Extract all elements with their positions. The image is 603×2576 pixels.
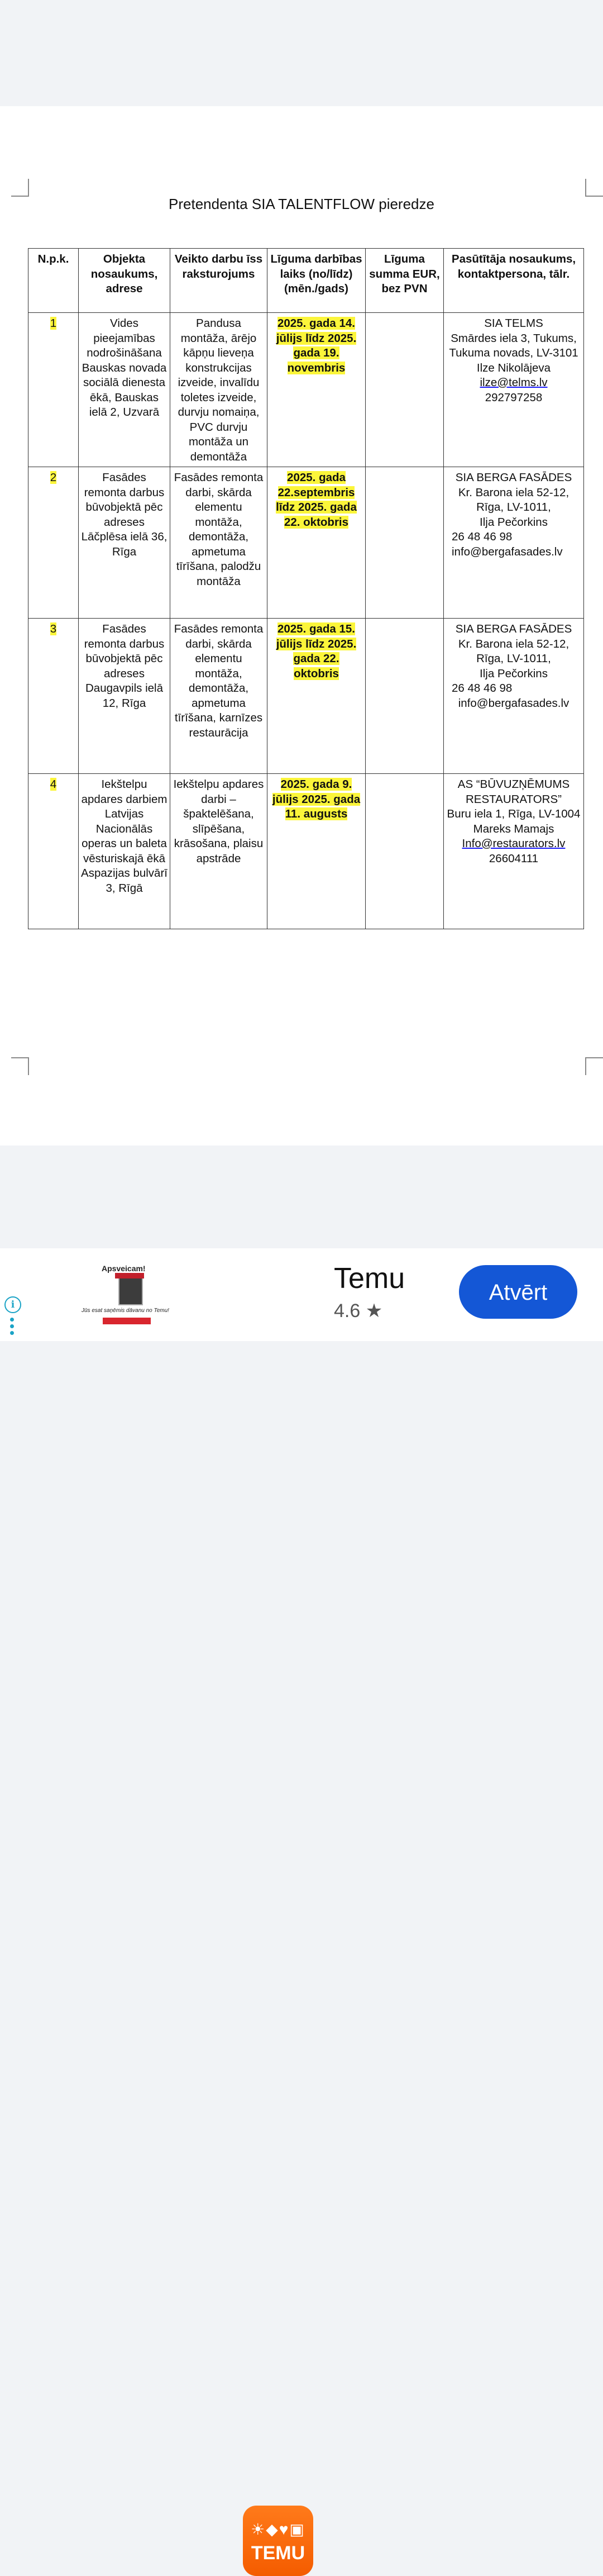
- row-num-cell: [28, 313, 79, 467]
- row-period-cell: [267, 467, 366, 619]
- ad-info-icon[interactable]: i: [4, 1296, 21, 1313]
- table-header-row: [28, 249, 584, 313]
- ad-thumb-caption: Jūs esat saņēmis dāvanu no Temu!: [82, 1308, 169, 1314]
- client-phone: 26604111: [489, 852, 539, 865]
- rating-value: 4.6: [334, 1300, 361, 1322]
- crop-mark-top-left: [11, 179, 29, 197]
- client-name: SIA TELMS: [484, 317, 543, 330]
- client-contact: Ilze Nikolājeva: [476, 361, 551, 374]
- row-period: 2025. gada 9. jūlijs 2025. gada 11. augusts: [272, 778, 361, 820]
- row-client: [444, 774, 584, 929]
- row-client: [444, 619, 584, 774]
- row-sum: [366, 467, 444, 619]
- client-name: AS “BŪVUZŅĒMUMS RESTAURATORS”: [457, 778, 570, 806]
- row-client: [444, 467, 584, 619]
- shopping-icons: ☀◆♥▣: [251, 2521, 305, 2538]
- ad-app-name: Temu: [334, 1262, 405, 1295]
- row-client: [444, 313, 584, 467]
- row-sum: [366, 619, 444, 774]
- row-num-cell: [28, 619, 79, 774]
- client-name: SIA BERGA FASĀDES: [455, 622, 572, 635]
- header-client: Pasūtītāja nosaukums, kontaktpersona, tālr.: [444, 249, 584, 313]
- header-num: N.p.k.: [28, 249, 79, 313]
- row-sum: [366, 313, 444, 467]
- table-row: [28, 774, 584, 929]
- star-icon: ★: [365, 1300, 383, 1322]
- table-row: [28, 467, 584, 619]
- client-address: Smārdes iela 3, Tukums, Tukuma novads, LV-3101: [449, 331, 578, 359]
- row-period: 2025. gada 15. jūlijs līdz 2025. gada 22. oktobris: [276, 622, 357, 680]
- ad-rating: [334, 1300, 382, 1322]
- row-works: Iekštelpu apdares darbi – špaktelēšana, slīpēšana, krāsošana, plaisu apstrāde: [170, 774, 267, 929]
- row-object: Fasādes remonta darbus būvobjektā pēc adreses Daugavpils ielā 12, Rīga: [79, 619, 170, 774]
- row-object: Vides pieejamības nodrošināšana Bauskas novada sociālā dienesta ēkā, Bauskas ielā 2, Uzvarā: [79, 313, 170, 467]
- client-contact: Ilja Pečorkins: [480, 667, 548, 680]
- client-phone: 292797258: [485, 391, 543, 404]
- ad-thumb-button: [103, 1318, 151, 1324]
- client-phone: 26 48 46 98: [452, 682, 513, 695]
- row-period: 2025. gada 22.septembris līdz 2025. gada 22. oktobris: [276, 471, 357, 529]
- row-num: 1: [50, 317, 57, 330]
- document-title: Pretendenta SIA TALENTFLOW pieredze: [169, 196, 434, 212]
- client-contact: Mareks Mamajs: [473, 822, 554, 835]
- row-num: 3: [50, 622, 57, 635]
- ad-options-icon[interactable]: [10, 1318, 15, 1338]
- ad-thumbnail[interactable]: [78, 1261, 179, 1333]
- client-address: Buru iela 1, Rīga, LV-1004: [447, 807, 581, 820]
- row-sum: [366, 774, 444, 929]
- header-sum: Līguma summa EUR, bez PVN: [366, 249, 444, 313]
- table-row: [28, 313, 584, 467]
- header-works: Veikto darbu īss raksturojums: [170, 249, 267, 313]
- crop-mark-top-right: [585, 179, 603, 197]
- row-period-cell: [267, 313, 366, 467]
- client-name: SIA BERGA FASĀDES: [455, 471, 572, 484]
- experience-table: [28, 248, 584, 929]
- open-app-button[interactable]: Atvērt: [459, 1265, 577, 1319]
- row-num-cell: [28, 774, 79, 929]
- row-object: Fasādes remonta darbus būvobjektā pēc adreses Lāčplēsa ielā 36, Rīga: [79, 467, 170, 619]
- client-address: Kr. Barona iela 52-12, Rīga, LV-1011,: [458, 486, 570, 514]
- row-period: 2025. gada 14. jūlijs līdz 2025. gada 19. novembris: [276, 317, 357, 374]
- row-period-cell: [267, 619, 366, 774]
- row-period-cell: [267, 774, 366, 929]
- row-object: Iekštelpu apdares darbiem Latvijas Nacionālās operas un baleta vēsturiskajā ēkā Aspazijas bulvārī 3, Rīgā: [79, 774, 170, 929]
- row-works: Fasādes remonta darbi, skārda elementu montāža, demontāža, apmetuma tīrīšana, palodžu montāža: [170, 467, 267, 619]
- temu-app-logo[interactable]: [243, 2506, 313, 2576]
- client-email-link[interactable]: ilze@telms.lv: [480, 376, 548, 389]
- header-period: Līguma darbības laiks (no/līdz) (mēn./gads): [267, 249, 366, 313]
- client-email-link[interactable]: Info@restaurators.lv: [462, 837, 566, 850]
- gift-icon: [118, 1277, 143, 1305]
- client-phone: 26 48 46 98: [452, 530, 513, 543]
- row-works: Fasādes remonta darbi, skārda elementu montāža, demontāža, apmetuma tīrīšana, karnīzes restaurācija: [170, 619, 267, 774]
- row-num: 2: [50, 471, 57, 484]
- document-page: [0, 106, 603, 1146]
- ad-banner[interactable]: [0, 1248, 603, 2564]
- ad-thumb-heading: Apsveicam!: [102, 1264, 146, 1273]
- logo-text: TEMU: [251, 2542, 305, 2564]
- header-object: Objekta nosaukums, adrese: [79, 249, 170, 313]
- crop-mark-bottom-right: [585, 1057, 603, 1075]
- row-num: 4: [50, 778, 57, 791]
- row-works: Pandusa montāža, ārējo kāpņu lieveņa konstrukcijas izveide, invalīdu toletes izveide, durvju nomaiņa, PVC durvju montāža un demontāža: [170, 313, 267, 467]
- client-email: info@bergafasades.lv: [458, 696, 570, 710]
- row-num-cell: [28, 467, 79, 619]
- client-address: Kr. Barona iela 52-12, Rīga, LV-1011,: [458, 637, 570, 665]
- crop-mark-bottom-left: [11, 1057, 29, 1075]
- client-contact: Ilja Pečorkins: [480, 515, 548, 529]
- table-row: [28, 619, 584, 774]
- client-email: info@bergafasades.lv: [452, 545, 563, 558]
